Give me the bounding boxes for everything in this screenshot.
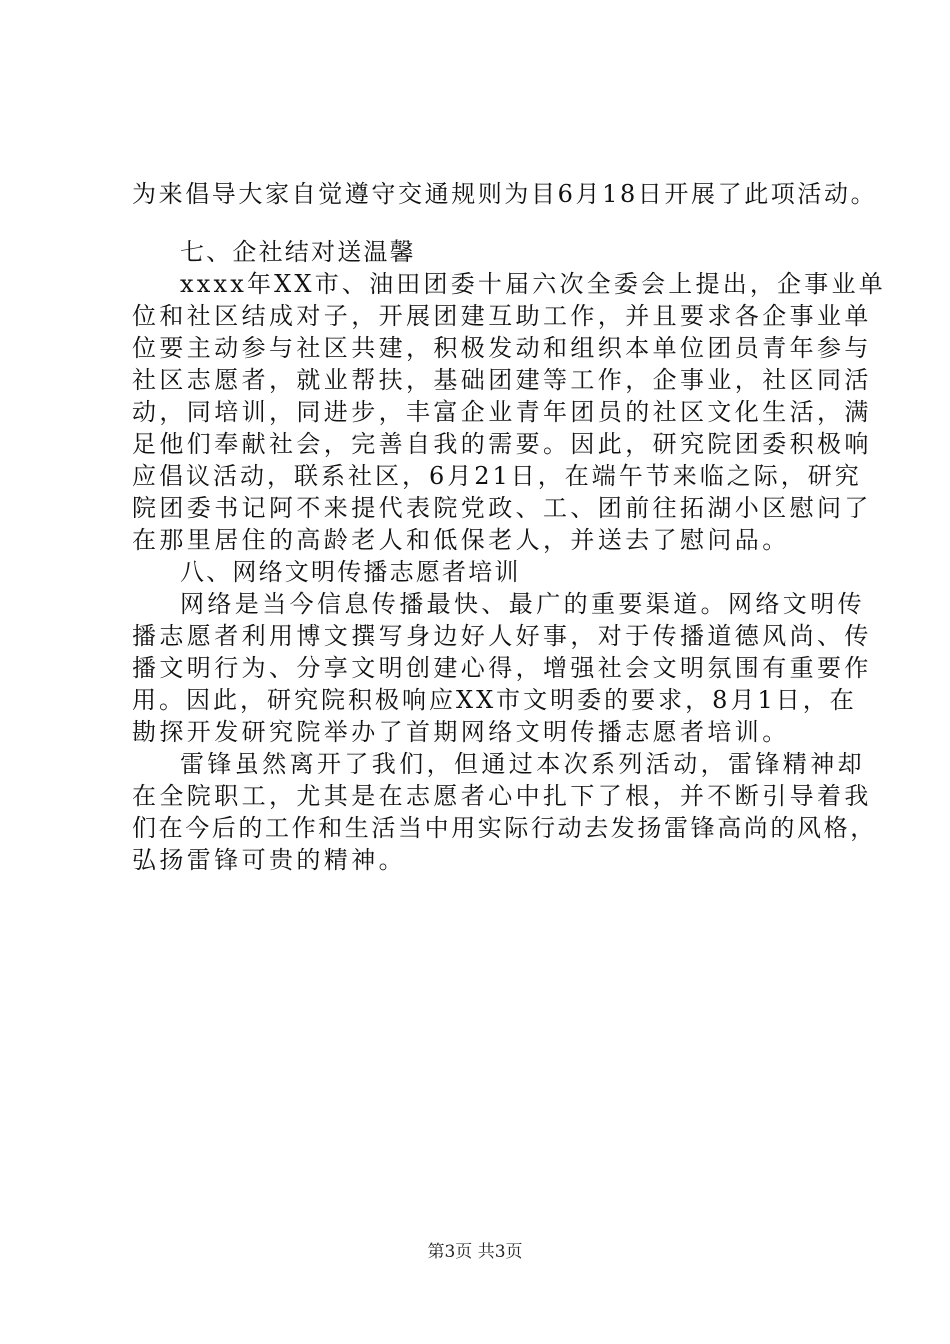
- section-heading-7: 七、企社结对送温馨: [180, 238, 416, 266]
- paragraph-line: 应倡议活动，联系社区，6月21日，在端午节来临之际，研究: [132, 462, 862, 490]
- paragraph-line: 勘探开发研究院举办了首期网络文明传播志愿者培训。: [132, 718, 790, 746]
- paragraph-line: 网络是当今信息传播最快、最广的重要渠道。网络文明传: [180, 590, 865, 618]
- paragraph-line: 位和社区结成对子，开展团建互助工作，并且要求各企事业单: [132, 302, 872, 330]
- paragraph-line: 社区志愿者，就业帮扶，基础团建等工作，企事业，社区同活: [132, 366, 872, 394]
- paragraph-line: 弘扬雷锋可贵的精神。: [132, 846, 406, 874]
- paragraph-line: 在全院职工，尤其是在志愿者心中扎下了根，并不断引导着我: [132, 782, 872, 810]
- paragraph-line: 院团委书记阿不来提代表院党政、工、团前往拓湖小区慰问了: [132, 494, 872, 522]
- paragraph-line: 用。因此，研究院积极响应XX市文明委的要求，8月1日，在: [132, 686, 857, 714]
- page-number-footer: 第3页 共3页: [427, 1242, 523, 1262]
- paragraph-line: 足他们奉献社会，完善自我的需要。因此，研究院团委积极响: [132, 430, 872, 458]
- paragraph-line: 位要主动参与社区共建，积极发动和组织本单位团员青年参与: [132, 334, 872, 362]
- paragraph-line: 们在今后的工作和生活当中用实际行动去发扬雷锋高尚的风格，: [132, 814, 877, 842]
- paragraph-line: 播文明行为、分享文明创建心得，增强社会文明氛围有重要作: [132, 654, 872, 682]
- paragraph-line: 动，同培训，同进步，丰富企业青年团员的社区文化生活，满: [132, 398, 872, 426]
- paragraph-line: 播志愿者利用博文撰写身边好人好事，对于传播道德风尚、传: [132, 622, 872, 650]
- paragraph-line: 为来倡导大家自觉遵守交通规则为目6月18日开展了此项活动。: [132, 180, 878, 208]
- section-heading-8: 八、网络文明传播志愿者培训: [180, 558, 521, 586]
- paragraph-line: xxxx年XX市、油田团委十届六次全委会上提出，企事业单: [180, 270, 886, 298]
- paragraph-line: 雷锋虽然离开了我们，但通过本次系列活动，雷锋精神却: [180, 750, 865, 778]
- paragraph-line: 在那里居住的高龄老人和低保老人，并送去了慰问品。: [132, 526, 790, 554]
